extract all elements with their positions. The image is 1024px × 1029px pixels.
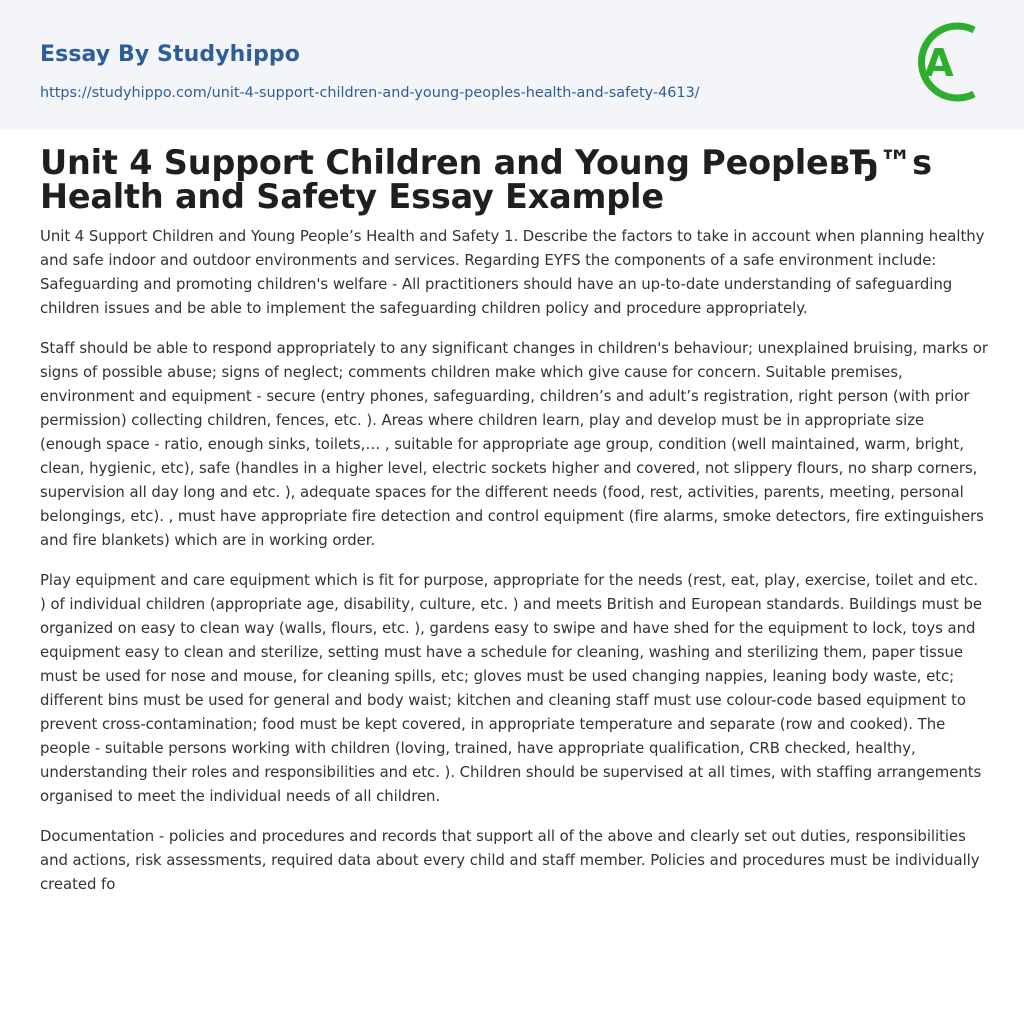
article-title: Unit 4 Support Children and Young PeopleвЂ™s Health and Safety Essay Example: [40, 143, 932, 216]
studyhippo-logo-icon[interactable]: [912, 18, 988, 106]
logo-letter: A: [924, 41, 954, 85]
article-paragraph-4: Documentation - policies and procedures and records that support all of the above and clearly set out duties, responsibilities and actions, risk assessments, required data about every child and staff member. Policies and procedures must be individually created fo: [40, 827, 980, 893]
article: [40, 143, 988, 912]
article-paragraph-2: Staff should be able to respond appropriately to any significant changes in children's behaviour; unexplained bruising, marks or signs of possible abuse; signs of neglect; comments children make which give cause for concern. Suitable premises, environment and equipment - secure (entry phones, safeguarding, children’s and adult’s registration, right person (with prior permission) collecting children, fences, etc. ). Areas where children learn, play and develop must be in appropriate size (enough space - ratio, enough sinks, toilets,… , suitable for appropriate age group, condition (well maintained, warm, bright, clean, hygienic, etc), safe (handles in a higher level, electric sockets higher and covered, not slippery flours, no sharp corners, supervision all day long and etc. ), adequate spaces for the different needs (food, rest, activities, parents, meeting, personal belongings, etc). , must have appropriate fire detection and control equipment (fire alarms, smoke detectors, fire extinguishers and fire blankets) which are in working order.: [40, 339, 988, 549]
source-url-link[interactable]: https://studyhippo.com/unit-4-support-children-and-young-peoples-health-and-safety-4613/: [40, 85, 700, 101]
article-paragraph-3: Play equipment and care equipment which is fit for purpose, appropriate for the needs (rest, eat, play, exercise, toilet and etc. ) of individual children (appropriate age, disability, culture, etc. ) and meets British and European standards. Buildings must be organized on easy to clean way (walls, flours, etc. ), gardens easy to swipe and have shed for the equipment to lock, toys and equipment easy to clean and sterilize, setting must have a schedule for cleaning, washing and sterilizing them, paper tissue must be used for nose and mouse, for cleaning spills, etc; gloves must be used changing nappies, leaning body waste, etc; different bins must be used for general and body waist; kitchen and cleaning staff must use colour-code based equipment to prevent cross-contamination; food must be kept covered, in appropriate temperature and separate (row and cooked). The people - suitable persons working with children (loving, trained, have appropriate qualification, CRB checked, healthy, understanding their roles and responsibilities and etc. ). Children should be supervised at all times, with staffing arrangements organised to meet the individual needs of all children.: [40, 571, 982, 805]
site-header: [0, 0, 1024, 129]
brand-title[interactable]: Essay By Studyhippo: [40, 42, 300, 67]
article-paragraph-1: Unit 4 Support Children and Young People’s Health and Safety 1. Describe the factors to take in account when planning healthy and safe indoor and outdoor environments and services. Regarding EYFS the components of a safe environment include: Safeguarding and promoting children's welfare - All practitioners should have an up-to-date understanding of safeguarding children issues and be able to implement the safeguarding children policy and procedure appropriately.: [40, 227, 985, 317]
